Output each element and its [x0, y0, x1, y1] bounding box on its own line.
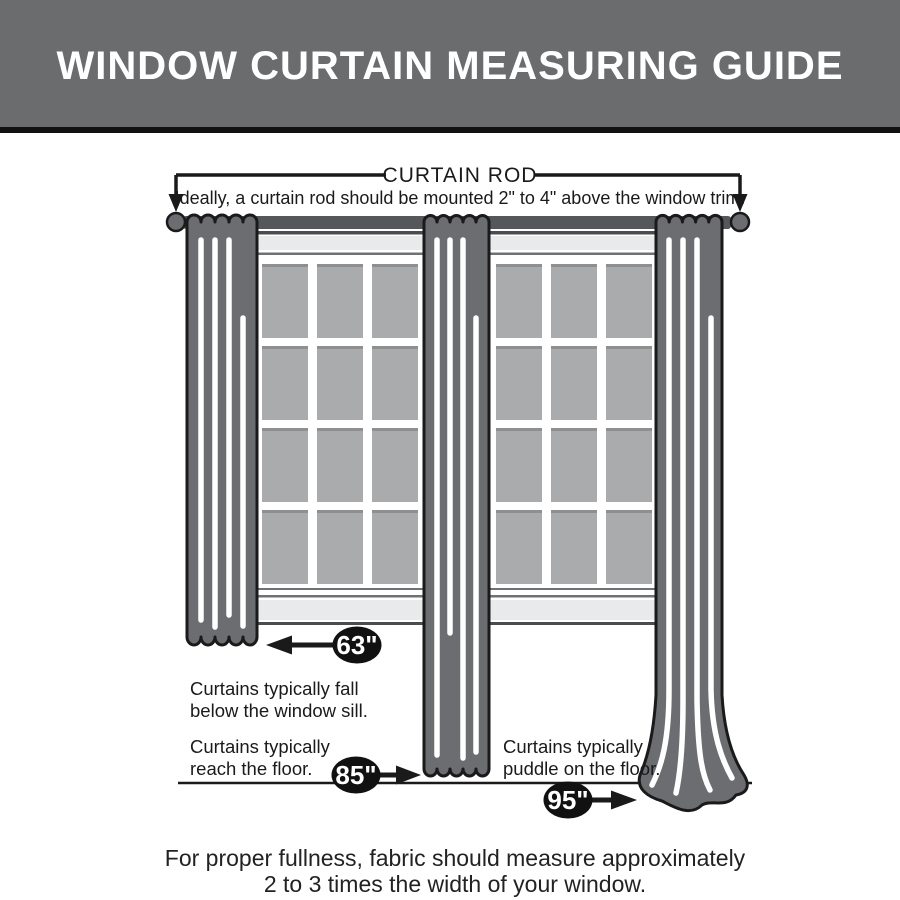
window-left: [256, 231, 424, 625]
footer-line1: For proper fullness, fabric should measure approximately: [164, 845, 746, 871]
floor-caption-line1: Curtains typically: [190, 736, 330, 757]
rod-finial-right: [731, 213, 749, 231]
curtain-floor-length: [424, 216, 489, 777]
footer-line2: 2 to 3 times the width of your window.: [263, 871, 647, 897]
window-right-sill-line2: [490, 595, 658, 598]
sill-caption-line1: Curtains typically fall: [190, 678, 359, 699]
rod-note: Ideally, a curtain rod should be mounted 2" to 4" above the window trim.: [174, 188, 746, 208]
window-right-head-rail: [490, 253, 658, 256]
window-right-sill-edge: [490, 622, 658, 625]
rod-label: CURTAIN ROD: [382, 164, 538, 187]
window-right-head-line: [490, 231, 658, 235]
window-left-head-rail: [256, 253, 424, 256]
measurement-value-95: 95": [547, 785, 589, 815]
sill-caption-line2: below the window sill.: [190, 700, 368, 721]
window-right-sill-line1: [490, 588, 658, 590]
arrow-right-icon-95: [611, 791, 637, 810]
page-title: WINDOW CURTAIN MEASURING GUIDE: [56, 44, 844, 88]
window-right: [490, 231, 658, 625]
measurement-puddle: [503, 736, 660, 819]
window-right-head-band: [490, 236, 658, 250]
window-left-sill-band: [256, 600, 424, 620]
arrow-left-icon-63: [266, 636, 292, 655]
window-left-sill-edge: [256, 622, 424, 625]
window-left-head-line: [256, 231, 424, 235]
floor-caption-line2: reach the floor.: [190, 758, 313, 779]
puddle-caption-line2: puddle on the floor.: [503, 758, 661, 779]
curtain-floor-body: [424, 216, 489, 777]
puddle-caption-line1: Curtains typically: [503, 736, 643, 757]
measurement-value-63: 63": [336, 630, 378, 660]
curtain-sill-length: [187, 215, 257, 645]
curtain-sill-body: [187, 215, 257, 645]
window-left-sill-line1: [256, 588, 424, 590]
arrow-right-icon-85: [396, 766, 421, 785]
window-right-sill-band: [490, 600, 658, 620]
curtain-puddle-body: [639, 215, 747, 810]
rod-finial-left: [167, 213, 185, 231]
footer-note: [165, 845, 746, 897]
window-left-head-band: [256, 236, 424, 250]
measurement-value-85: 85": [335, 760, 377, 790]
curtain-puddle-length: [639, 215, 747, 810]
measurement-floor: [190, 736, 421, 794]
window-left-sill-line2: [256, 595, 424, 598]
rod-callout: [169, 164, 748, 212]
